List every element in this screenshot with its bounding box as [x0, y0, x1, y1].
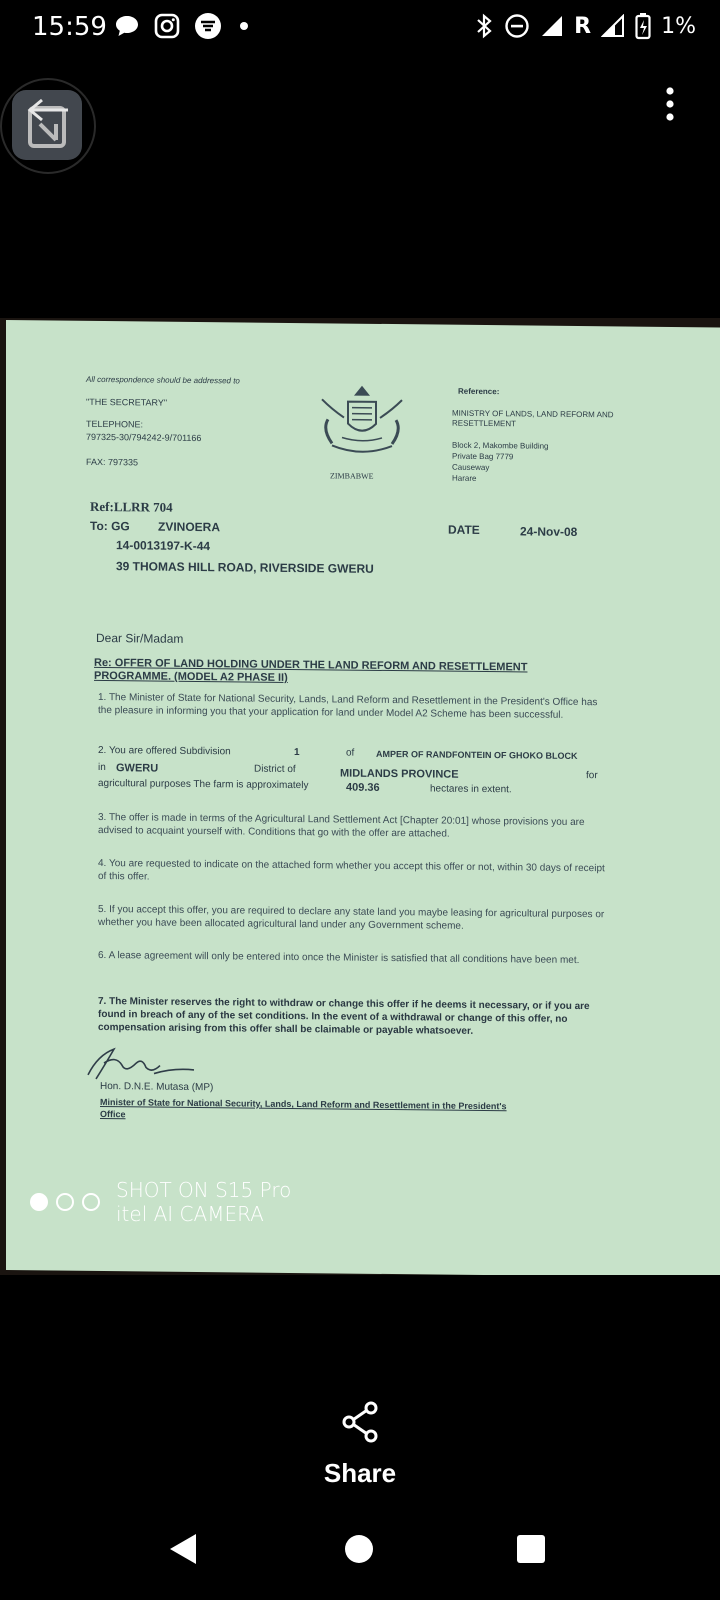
- watermark-line2: itel AI CAMERA: [116, 1202, 264, 1226]
- district-label: District of: [254, 763, 296, 776]
- reference-label: Reference:: [458, 386, 500, 397]
- watermark-line1: SHOT ON S15 Pro: [116, 1178, 292, 1202]
- recipient-id: 14-0013197-K-44: [116, 538, 211, 554]
- bluetooth-icon: [474, 13, 494, 39]
- signal-icon: [540, 14, 564, 38]
- subject-line2: PROGRAMME. (MODEL A2 PHASE II): [94, 669, 288, 684]
- paragraph-5: 5. If you accept this offer, you are required to declare any state land you maybe leasing for agricultural purposes or whether you have been allocated agricultural land under any Government scheme.: [98, 903, 605, 932]
- para2-prefix: 2. You are offered Subdivision: [98, 744, 231, 758]
- ministry-line1: MINISTRY OF LANDS, LAND REFORM AND: [452, 408, 614, 420]
- photo-viewer[interactable]: [0, 318, 720, 1275]
- signal-icon-2: [601, 14, 625, 38]
- signatory-title-line1: Minister of State for National Security, Lands, Land Reform and Resettlement in the President's: [100, 1096, 507, 1112]
- signatory-title-line2: Office: [100, 1108, 126, 1120]
- zimbabwe-coat-of-arms-icon: [302, 379, 422, 470]
- signature-icon: [84, 1041, 214, 1084]
- to-label: To: GG: [90, 518, 130, 534]
- status-time: 15:59: [32, 12, 107, 42]
- paragraph-3: 3. The offer is made in terms of the Agricultural Land Settlement Act [Chapter 20:01] whose provisions you are advised to acquaint yourself with. Conditions that go with the offer are attached.: [98, 811, 585, 840]
- watermark-dot-icon: [30, 1193, 48, 1211]
- nav-back-icon[interactable]: [168, 1532, 198, 1566]
- nav-recents-icon[interactable]: [516, 1534, 546, 1564]
- network-label: R: [574, 13, 592, 39]
- para2-of: of: [346, 747, 355, 759]
- notification-dot-icon: [236, 18, 252, 34]
- back-arrow-icon: [12, 90, 82, 160]
- instagram-icon: [154, 13, 180, 39]
- telephone: 797325-30/794242-9/701166: [86, 431, 202, 444]
- recipient-address: 39 THOMAS HILL ROAD, RIVERSIDE GWERU: [116, 559, 374, 576]
- hectares-value: 409.36: [346, 781, 380, 794]
- date-value: 24-Nov-08: [520, 524, 578, 539]
- chat-bubble-icon: [114, 14, 140, 38]
- camera-watermark: [30, 1178, 291, 1226]
- paragraph-7: 7. The Minister reserves the right to withdraw or change this offer if he deems it necessary, or if you are found in breach of any of the set conditions. In the event of a withdrawal or change of this offer, no compensation arising from this offer shall be claimable or payable whatsoever.: [98, 995, 590, 1037]
- salutation: Dear Sir/Madam: [96, 630, 184, 646]
- nav-home-icon[interactable]: [344, 1534, 374, 1564]
- telephone-label: TELEPHONE:: [86, 418, 144, 430]
- recipient-name: ZVINOERA: [158, 519, 221, 535]
- watermark-dot-icon: [82, 1193, 100, 1211]
- paragraph-6: 6. A lease agreement will only be entered into once the Minister is satisfied that all conditions have been met.: [98, 949, 580, 967]
- address-line4: Harare: [452, 473, 477, 483]
- ministry-line2: RESETTLEMENT: [452, 418, 517, 429]
- paragraph-4: 4. You are requested to indicate on the attached form whether you accept this offer or not, within 30 days of receipt of this offer.: [98, 857, 605, 883]
- hectares-label: hectares in extent.: [430, 783, 512, 796]
- battery-icon: [635, 12, 651, 40]
- province-name: MIDLANDS PROVINCE: [340, 767, 459, 781]
- battery-percent: 1%: [661, 13, 696, 39]
- navigation-bar: [0, 1510, 720, 1600]
- subdivision-number: 1: [294, 747, 300, 759]
- back-button[interactable]: [12, 90, 82, 160]
- addressee: "THE SECRETARY": [86, 396, 168, 408]
- do-not-disturb-icon: [504, 13, 530, 39]
- address-line2: Private Bag 7779: [452, 451, 514, 462]
- address-line3: Causeway: [452, 462, 490, 473]
- crest-label: ZIMBABWE: [330, 471, 374, 481]
- address-line1: Block 2, Makombe Building: [452, 440, 549, 451]
- para2-for: for: [586, 770, 598, 782]
- farm-name: AMPER OF RANDFONTEIN OF GHOKO BLOCK: [376, 748, 578, 761]
- share-button[interactable]: [0, 1400, 720, 1449]
- status-bar: [0, 0, 720, 56]
- para2-purpose: agricultural purposes The farm is approximately: [98, 777, 309, 792]
- share-icon: [340, 1400, 380, 1444]
- signatory-name: Hon. D.N.E. Mutasa (MP): [100, 1080, 214, 1094]
- document-paper: [6, 320, 720, 1275]
- m-pesa-icon: [194, 12, 222, 40]
- date-label: DATE: [448, 522, 480, 537]
- subject-line1: Re: OFFER OF LAND HOLDING UNDER THE LAND REFORM AND RESETTLEMENT: [94, 656, 528, 674]
- share-label[interactable]: Share: [323, 1458, 397, 1488]
- reference-number: Ref:LLRR 704: [90, 498, 173, 515]
- district-name: GWERU: [116, 762, 159, 775]
- more-vert-icon[interactable]: [660, 86, 680, 122]
- fax: FAX: 797335: [86, 456, 139, 468]
- para2-in: in: [98, 761, 106, 774]
- watermark-dot-icon: [56, 1193, 74, 1211]
- paragraph-1: 1. The Minister of State for National Security, Lands, Land Reform and Resettlement in the President's Office has the pleasure in informing you that your application for land under Model A2 Scheme has been successful.: [98, 691, 598, 721]
- correspondence-note: All correspondence should be addressed to: [86, 374, 240, 386]
